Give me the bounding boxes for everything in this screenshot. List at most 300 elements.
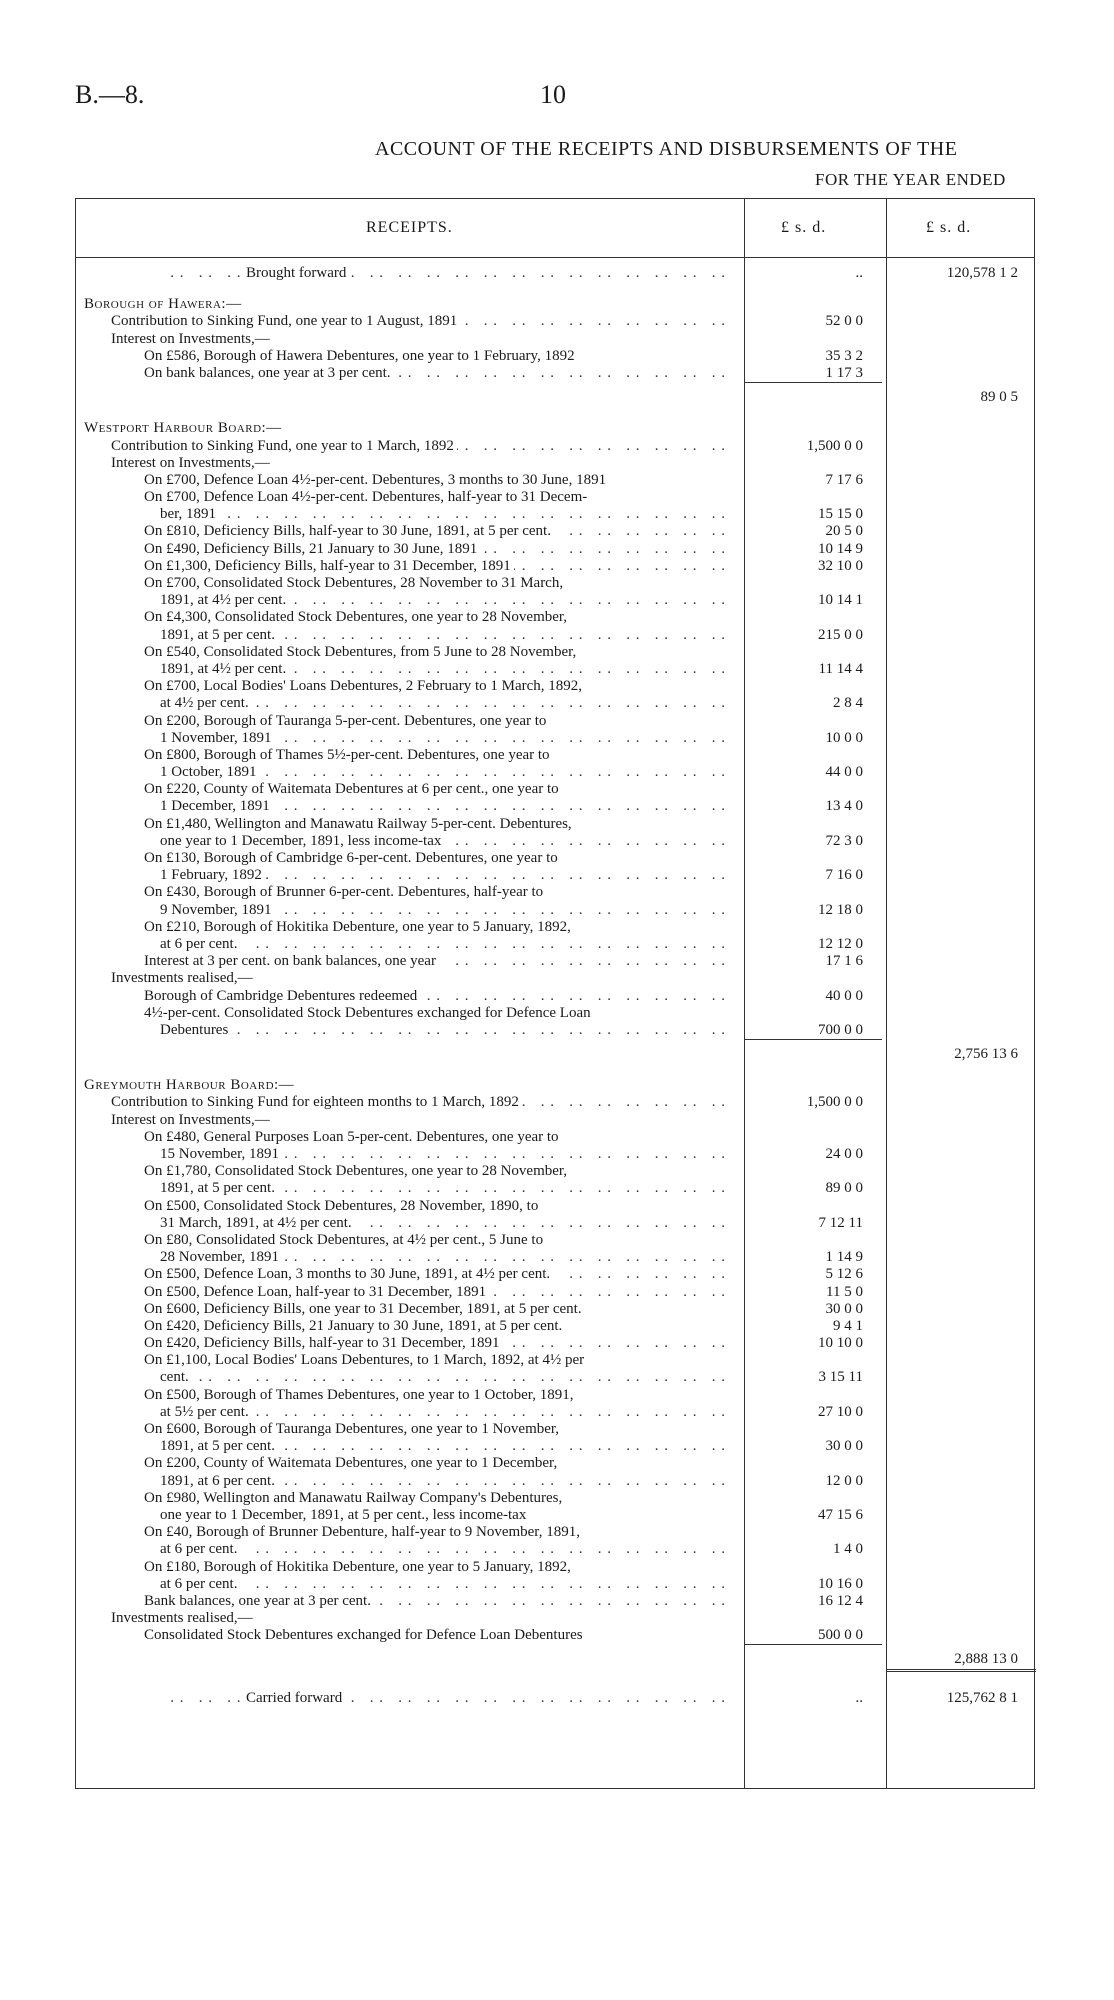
row-text: On £200, County of Waitemata Debentures, one year to 1 December, — [144, 1455, 560, 1471]
row-text: 1891, at 4½ per cent. — [160, 661, 289, 677]
row-description — [76, 489, 736, 506]
row-description — [76, 1369, 736, 1386]
table-row — [76, 1112, 1036, 1129]
row-description — [76, 1473, 736, 1490]
row-amount: 12 18 0 — [818, 901, 863, 918]
table-row — [76, 365, 1036, 382]
amount-column-header: £ s. d. — [781, 219, 827, 236]
row-description — [76, 365, 736, 382]
row-description — [76, 1163, 736, 1180]
row-description — [76, 1046, 736, 1063]
table-row — [76, 438, 1036, 455]
table-row — [76, 1266, 1036, 1283]
row-description — [76, 313, 736, 330]
row-description — [76, 348, 736, 365]
row-total: 2,888 13 0 — [954, 1651, 1018, 1668]
table-row — [76, 1421, 1036, 1438]
row-text: Borough of Hawera:— — [84, 296, 245, 312]
row-amount: 1 14 9 — [825, 1249, 863, 1266]
row-text: 1891, at 6 per cent. — [160, 1473, 278, 1489]
row-description — [76, 1198, 736, 1215]
row-text: On £700, Local Bodies' Loans Debentures, 2 February to 1 March, 1892, — [144, 678, 585, 694]
row-text: Contribution to Sinking Fund for eighteen months to 1 March, 1892 — [111, 1094, 522, 1110]
row-text: 1891, at 4½ per cent. — [160, 592, 289, 608]
row-text — [144, 389, 147, 405]
row-amount: 10 0 0 — [825, 729, 863, 746]
row-amount: 44 0 0 — [825, 764, 863, 781]
table-row — [76, 1146, 1036, 1163]
row-amount: 35 3 2 — [825, 347, 863, 364]
table-row — [76, 1335, 1036, 1352]
row-description — [76, 1284, 736, 1301]
row-text: On £600, Deficiency Bills, one year to 31 December, 1891, at 5 per cent. — [144, 1301, 585, 1317]
row-text: Borough of Cambridge Debentures redeemed — [144, 988, 420, 1004]
row-amount: 700 0 0 — [818, 1021, 863, 1038]
row-description — [76, 592, 736, 609]
row-amount: 1,500 0 0 — [806, 437, 863, 454]
row-text: one year to 1 December, 1891, at 5 per cent., less income-tax — [160, 1507, 529, 1523]
table-row — [76, 455, 1036, 472]
table-row — [76, 506, 1036, 523]
row-text: Investments realised,— — [111, 970, 256, 986]
row-text: Greymouth Harbour Board:— — [84, 1077, 297, 1093]
row-description — [76, 609, 736, 626]
row-text: Interest on Investments,— — [111, 331, 273, 347]
row-description — [76, 798, 736, 815]
row-text: On £130, Borough of Cambridge 6-per-cent. Debentures, one year to — [144, 850, 561, 866]
row-description — [76, 661, 736, 678]
row-amount: 10 16 0 — [818, 1575, 863, 1592]
row-description — [76, 695, 736, 712]
table-row — [76, 1593, 1036, 1610]
row-text: On £500, Defence Loan, 3 months to 30 June, 1891, at 4½ per cent. — [144, 1266, 553, 1282]
row-text: On £490, Deficiency Bills, 21 January to 30 June, 1891 — [144, 541, 480, 557]
table-row — [76, 884, 1036, 901]
row-amount: 32 10 0 — [818, 557, 863, 574]
row-text: 9 November, 1891 — [160, 902, 274, 918]
row-description — [76, 884, 736, 901]
row-text — [144, 1046, 147, 1062]
table-row — [76, 1627, 1036, 1644]
row-description — [76, 902, 736, 919]
table-row — [76, 313, 1036, 330]
table-row — [76, 1455, 1036, 1472]
row-description — [76, 1387, 736, 1404]
row-text: at 6 per cent. — [160, 1576, 240, 1592]
table-row — [76, 1490, 1036, 1507]
row-description — [76, 389, 736, 406]
total-rule — [886, 1669, 1036, 1676]
row-text: 15 November, 1891 — [160, 1146, 282, 1162]
row-description — [76, 678, 736, 695]
row-amount: 11 5 0 — [826, 1283, 863, 1300]
table-row — [76, 781, 1036, 798]
table-row — [76, 1610, 1036, 1627]
row-amount: 10 10 0 — [818, 1335, 863, 1352]
table-row — [76, 1077, 1036, 1094]
row-description — [76, 1524, 736, 1541]
row-description — [76, 1593, 736, 1610]
page-number: 10 — [540, 80, 566, 109]
row-text: Contribution to Sinking Fund, one year to 1 March, 1892 — [111, 438, 457, 454]
row-text: On £586, Borough of Hawera Debentures, one year to 1 February, 1892 — [144, 348, 578, 364]
row-text: at 6 per cent. — [160, 1541, 240, 1557]
row-amount: 47 15 6 — [818, 1506, 863, 1523]
row-amount: 30 0 0 — [825, 1438, 863, 1455]
table-row — [76, 1094, 1036, 1111]
row-text: On £180, Borough of Hokitika Debenture, one year to 5 January, 1892, — [144, 1559, 574, 1575]
row-description — [76, 867, 736, 884]
row-amount: 7 17 6 — [825, 471, 863, 488]
row-amount: 7 12 11 — [818, 1214, 863, 1231]
row-description — [76, 747, 736, 764]
header-rule — [76, 257, 1034, 258]
row-description — [76, 919, 736, 936]
row-description — [76, 781, 736, 798]
table-row — [76, 661, 1036, 678]
row-description — [76, 833, 736, 850]
row-total: 125,762 8 1 — [946, 1689, 1018, 1706]
table-row — [76, 644, 1036, 661]
table-body — [76, 265, 1036, 1707]
row-text: 1891, at 5 per cent. — [160, 1438, 278, 1454]
receipts-table — [75, 198, 1035, 1789]
table-row — [76, 1046, 1036, 1063]
row-description — [76, 1690, 736, 1707]
row-text: at 5½ per cent. — [160, 1404, 252, 1420]
row-text: Carried forward — [246, 1690, 345, 1706]
row-text: Investments realised,— — [111, 1610, 256, 1626]
row-text: On £1,480, Wellington and Manawatu Railway 5-per-cent. Debentures, — [144, 816, 575, 832]
table-row — [76, 988, 1036, 1005]
table-row — [76, 1676, 1036, 1690]
table-row — [76, 1507, 1036, 1524]
row-description — [76, 1022, 736, 1039]
row-text: 1 December, 1891 — [160, 798, 273, 814]
row-description — [76, 1507, 736, 1524]
row-text: cent. — [160, 1369, 192, 1385]
row-text: On £800, Borough of Thames 5½-per-cent. Debentures, one year to — [144, 747, 553, 763]
page-reference: B.—8. — [75, 80, 145, 109]
table-row — [76, 1352, 1036, 1369]
table-row — [76, 678, 1036, 695]
row-total: 2,756 13 6 — [954, 1046, 1018, 1063]
row-text: ber, 1891 — [160, 506, 219, 522]
row-text: On £980, Wellington and Manawatu Railway Company's Debentures, — [144, 1490, 565, 1506]
row-description — [76, 1301, 736, 1318]
table-row — [76, 1576, 1036, 1593]
row-description — [76, 1421, 736, 1438]
table-row — [76, 609, 1036, 626]
row-description — [76, 1112, 736, 1129]
row-description — [76, 541, 736, 558]
row-description — [76, 936, 736, 953]
row-description — [76, 1541, 736, 1558]
table-row — [76, 695, 1036, 712]
row-text: On £210, Borough of Hokitika Debenture, one year to 5 January, 1892, — [144, 919, 574, 935]
row-text: On £80, Consolidated Stock Debentures, at 4½ per cent., 5 June to — [144, 1232, 546, 1248]
row-text: On £500, Consolidated Stock Debentures, 28 November, 1890, to — [144, 1198, 541, 1214]
row-text: one year to 1 December, 1891, less income-tax — [160, 833, 444, 849]
table-row — [76, 1022, 1036, 1039]
subtotal-rule — [744, 1644, 882, 1651]
row-amount: 20 5 0 — [825, 523, 863, 540]
table-row — [76, 1163, 1036, 1180]
row-text: 28 November, 1891 — [160, 1249, 282, 1265]
row-description — [76, 970, 736, 987]
row-text: On £420, Deficiency Bills, 21 January to 30 June, 1891, at 5 per cent. — [144, 1318, 565, 1334]
table-row — [76, 1404, 1036, 1421]
table-row — [76, 420, 1036, 437]
table-row — [76, 1301, 1036, 1318]
row-description — [76, 1005, 736, 1022]
table-row — [76, 1651, 1036, 1668]
receipts-column-header: RECEIPTS. — [366, 219, 453, 236]
row-description — [76, 455, 736, 472]
row-text: On £4,300, Consolidated Stock Debentures, one year to 28 November, — [144, 609, 570, 625]
row-amount: 215 0 0 — [818, 626, 863, 643]
row-text: On £1,300, Deficiency Bills, half-year to 31 December, 1891 — [144, 558, 514, 574]
table-row — [76, 1063, 1036, 1077]
table-row — [76, 296, 1036, 313]
row-description — [76, 1318, 736, 1335]
row-amount: 17 1 6 — [825, 953, 863, 970]
table-row — [76, 1129, 1036, 1146]
table-row — [76, 713, 1036, 730]
row-amount: 10 14 1 — [818, 592, 863, 609]
row-description — [76, 1576, 736, 1593]
row-text: Interest on Investments,— — [111, 455, 273, 471]
table-row — [76, 1005, 1036, 1022]
row-description — [76, 296, 736, 313]
row-description — [76, 331, 736, 348]
row-text: On bank balances, one year at 3 per cent. — [144, 365, 394, 381]
row-amount: 500 0 0 — [818, 1627, 863, 1644]
row-amount: 15 15 0 — [818, 506, 863, 523]
row-description — [76, 953, 736, 970]
table-row — [76, 541, 1036, 558]
row-amount: .. — [855, 265, 863, 281]
row-text: 1 October, 1891 — [160, 764, 259, 780]
row-text: On £430, Borough of Brunner 6-per-cent. Debentures, half-year to — [144, 884, 546, 900]
row-text: 4½-per-cent. Consolidated Stock Debentures exchanged for Defence Loan — [144, 1005, 594, 1021]
table-row — [76, 558, 1036, 575]
table-row — [76, 798, 1036, 815]
row-amount: 89 0 0 — [825, 1180, 863, 1197]
row-description — [76, 1249, 736, 1266]
table-row — [76, 730, 1036, 747]
row-description — [76, 850, 736, 867]
row-text: On £200, Borough of Tauranga 5-per-cent. Debentures, one year to — [144, 713, 549, 729]
row-description — [76, 764, 736, 781]
table-row — [76, 1249, 1036, 1266]
table-row — [76, 936, 1036, 953]
table-row — [76, 592, 1036, 609]
row-text: On £500, Borough of Thames Debentures, one year to 1 October, 1891, — [144, 1387, 576, 1403]
row-text: On £600, Borough of Tauranga Debentures, one year to 1 November, — [144, 1421, 562, 1437]
table-row — [76, 816, 1036, 833]
table-row — [76, 1198, 1036, 1215]
row-amount: 1 17 3 — [825, 364, 863, 381]
row-text: at 6 per cent. — [160, 936, 240, 952]
row-amount: 1,500 0 0 — [806, 1094, 863, 1111]
table-row — [76, 265, 1036, 282]
row-description — [76, 1077, 736, 1094]
row-text: Interest on Investments,— — [111, 1112, 273, 1128]
row-text — [144, 1651, 147, 1667]
row-description — [76, 265, 736, 282]
row-amount: 13 4 0 — [825, 798, 863, 815]
title-line-1: ACCOUNT OF THE RECEIPTS AND DISBURSEMENTS OF THE — [375, 138, 958, 160]
row-text: On £420, Deficiency Bills, half-year to 31 December, 1891 — [144, 1335, 503, 1351]
row-description — [76, 1651, 736, 1668]
subtotal-rule — [744, 1039, 882, 1046]
title-line-2: FOR THE YEAR ENDED — [815, 170, 1006, 189]
row-description — [76, 1490, 736, 1507]
row-description — [76, 1627, 736, 1644]
table-row — [76, 1524, 1036, 1541]
row-description — [76, 1146, 736, 1163]
row-text: On £220, County of Waitemata Debentures at 6 per cent., one year to — [144, 781, 562, 797]
row-description — [76, 1215, 736, 1232]
table-row — [76, 1318, 1036, 1335]
table-row — [76, 1232, 1036, 1249]
row-amount: 7 16 0 — [825, 867, 863, 884]
table-row — [76, 1215, 1036, 1232]
row-text: On £1,780, Consolidated Stock Debentures, one year to 28 November, — [144, 1163, 570, 1179]
row-text: Consolidated Stock Debentures exchanged for Defence Loan Debentures — [144, 1627, 586, 1643]
row-description — [76, 1335, 736, 1352]
row-text: On £700, Defence Loan 4½-per-cent. Debentures, 3 months to 30 June, 1891 — [144, 472, 609, 488]
table-row — [76, 1541, 1036, 1558]
row-total: 120,578 1 2 — [946, 265, 1018, 281]
row-amount: .. — [855, 1689, 863, 1706]
row-text: Contribution to Sinking Fund, one year to 1 August, 1891 — [111, 313, 460, 329]
row-amount: 52 0 0 — [825, 313, 863, 330]
row-description — [76, 627, 736, 644]
row-description — [76, 1180, 736, 1197]
table-row — [76, 970, 1036, 987]
row-description — [76, 713, 736, 730]
row-amount: 12 12 0 — [818, 935, 863, 952]
table-row — [76, 627, 1036, 644]
table-row — [76, 902, 1036, 919]
table-row — [76, 575, 1036, 592]
row-text: 1 November, 1891 — [160, 730, 274, 746]
table-row — [76, 331, 1036, 348]
row-description — [76, 558, 736, 575]
row-description — [76, 506, 736, 523]
table-row — [76, 1284, 1036, 1301]
table-row — [76, 282, 1036, 296]
table-row — [76, 1387, 1036, 1404]
row-description — [76, 420, 736, 437]
row-description — [76, 644, 736, 661]
row-text: On £700, Consolidated Stock Debentures, 28 November to 31 March, — [144, 575, 566, 591]
row-description — [76, 1438, 736, 1455]
row-text: Debentures — [160, 1022, 231, 1038]
row-description — [76, 816, 736, 833]
row-text: On £540, Consolidated Stock Debentures, from 5 June to 28 November, — [144, 644, 579, 660]
row-text: Westport Harbour Board:— — [84, 420, 285, 436]
row-description — [76, 1232, 736, 1249]
row-amount: 2 8 4 — [833, 695, 863, 712]
row-description — [76, 1610, 736, 1627]
row-text: On £500, Defence Loan, half-year to 31 December, 1891 — [144, 1284, 489, 1300]
row-text: Brought forward — [246, 265, 349, 281]
table-row — [76, 833, 1036, 850]
table-row — [76, 1438, 1036, 1455]
row-total: 89 0 5 — [980, 389, 1018, 406]
table-row — [76, 1559, 1036, 1576]
table-row — [76, 472, 1036, 489]
row-description — [76, 1266, 736, 1283]
table-row — [76, 1369, 1036, 1386]
row-text: 1891, at 5 per cent. — [160, 627, 278, 643]
row-text: 1 February, 1892 — [160, 867, 265, 883]
row-amount: 1 4 0 — [833, 1541, 863, 1558]
row-amount: 5 12 6 — [825, 1266, 863, 1283]
row-amount: 40 0 0 — [825, 987, 863, 1004]
table-row — [76, 348, 1036, 365]
row-description — [76, 438, 736, 455]
table-row — [76, 850, 1036, 867]
row-amount: 10 14 9 — [818, 540, 863, 557]
row-description — [76, 988, 736, 1005]
table-row — [76, 1690, 1036, 1707]
table-row — [76, 953, 1036, 970]
row-amount: 30 0 0 — [825, 1300, 863, 1317]
row-description — [76, 575, 736, 592]
row-description — [76, 472, 736, 489]
row-text: Interest at 3 per cent. on bank balances, one year — [144, 953, 439, 969]
row-amount: 11 14 4 — [818, 660, 863, 677]
table-row — [76, 406, 1036, 420]
table-row — [76, 523, 1036, 540]
row-text: On £700, Defence Loan 4½-per-cent. Debentures, half-year to 31 Decem- — [144, 489, 590, 505]
subtotal-rule — [744, 382, 882, 389]
row-amount: 72 3 0 — [825, 832, 863, 849]
row-description — [76, 1094, 736, 1111]
row-text: On £480, General Purposes Loan 5-per-cent. Debentures, one year to — [144, 1129, 562, 1145]
row-amount: 27 10 0 — [818, 1403, 863, 1420]
table-row — [76, 867, 1036, 884]
row-description — [76, 1129, 736, 1146]
table-row — [76, 1180, 1036, 1197]
table-row — [76, 764, 1036, 781]
row-text: 1891, at 5 per cent. — [160, 1180, 278, 1196]
total-column-header: £ s. d. — [926, 219, 972, 236]
row-amount: 24 0 0 — [825, 1146, 863, 1162]
row-description — [76, 523, 736, 540]
row-text: On £810, Deficiency Bills, half-year to 30 June, 1891, at 5 per cent. — [144, 523, 554, 539]
row-description — [76, 1352, 736, 1369]
table-row — [76, 389, 1036, 406]
table-row — [76, 489, 1036, 506]
row-description — [76, 1559, 736, 1576]
row-text: Bank balances, one year at 3 per cent. — [144, 1593, 374, 1609]
row-amount: 3 15 11 — [818, 1369, 863, 1386]
table-row — [76, 747, 1036, 764]
row-description — [76, 1404, 736, 1421]
table-row — [76, 919, 1036, 936]
row-text: On £40, Borough of Brunner Debenture, half-year to 9 November, 1891, — [144, 1524, 583, 1540]
row-text: 31 March, 1891, at 4½ per cent. — [160, 1215, 355, 1231]
row-description — [76, 1455, 736, 1472]
table-row — [76, 1473, 1036, 1490]
row-amount: 9 4 1 — [833, 1317, 863, 1334]
row-description — [76, 730, 736, 747]
